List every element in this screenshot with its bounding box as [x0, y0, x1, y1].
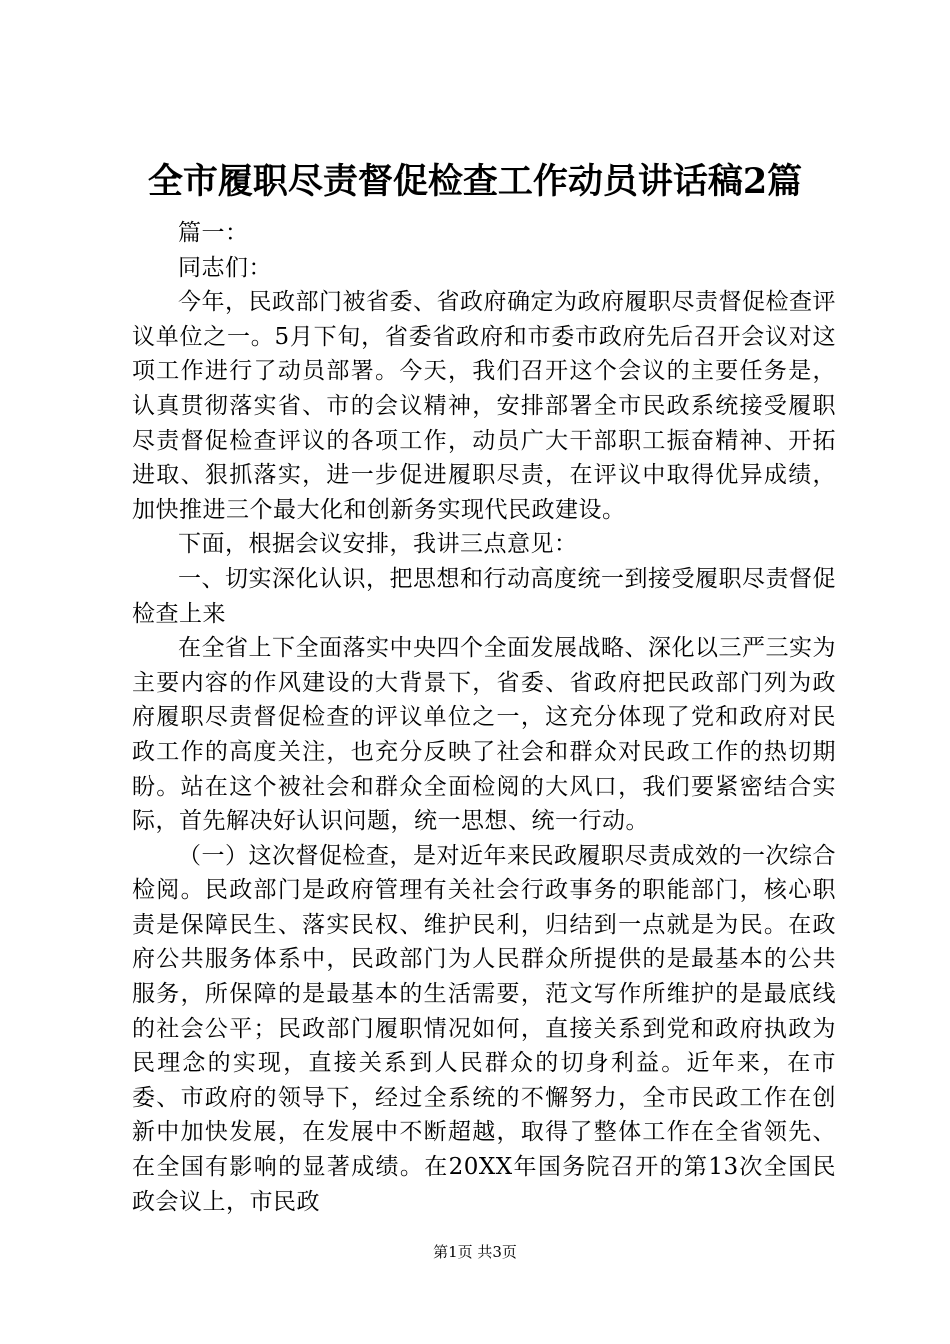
paragraph-understanding: 在全省上下全面落实中央四个全面发展战略、深化以三严三实为主要内容的作风建设的大背景下，省委、省政府把民政部门列为政府履职尽责督促检查的评议单位之一，这充分体现了党和政府对民政工作的高度关注，也充分反映了社会和群众对民政工作的热切期盼。站在这个被社会和群众全面检阅的大风口，我们要紧密结合实际，首先解决好认识问题，统一思想、统一行动。	[132, 635, 836, 835]
document-body	[132, 216, 836, 1219]
page-footer: 第1页 共3页	[433, 1243, 517, 1261]
salutation: 同志们：	[178, 254, 272, 281]
section-heading-part-one: 篇一：	[178, 220, 249, 246]
section-heading-one: 一、切实深化认识，把思想和行动高度统一到接受履职尽责督促检查上来	[132, 565, 836, 627]
paragraph-intro: 今年，民政部门被省委、省政府确定为政府履职尽责督促检查评议单位之一。5月下旬，省委省政府和市委市政府先后召开会议对这项工作进行了动员部署。今天，我们召开这个会议的主要任务是，认真贯彻落实省、市的会议精神，安排部署全市民政系统接受履职尽责督促检查评议的各项工作，动员广大干部职工振奋精神、开拓进取、狠抓落实，进一步促进履职尽责，在评议中取得优异成绩，加快推进三个最大化和创新务实现代民政建设。	[132, 289, 836, 523]
paragraph-outline: 下面，根据会议安排，我讲三点意见：	[178, 531, 578, 558]
paragraph-point-one: （一）这次督促检查，是对近年来民政履职尽责成效的一次综合检阅。民政部门是政府管理有关社会行政事务的职能部门，核心职责是保障民生、落实民权、维护民利，归结到一点就是为民。在政府公共服务体系中，民政部门为人民群众所提供的是最基本的公共服务，所保障的是最基本的生活需要，范文写作所维护的是最底线的社会公平；民政部门履职情况如何，直接关系到党和政府执政为民理念的实现，直接关系到人民群众的切身利益。近年来，在市委、市政府的领导下，经过全系统的不懈努力，全市民政工作在创新中加快发展，在发展中不断超越，取得了整体工作在全省领先、在全国有影响的显著成绩。在20XX年国务院召开的第13次全国民政会议上，市民政	[132, 842, 836, 1215]
document-title: 全市履职尽责督促检查工作动员讲话稿2篇	[147, 161, 803, 202]
